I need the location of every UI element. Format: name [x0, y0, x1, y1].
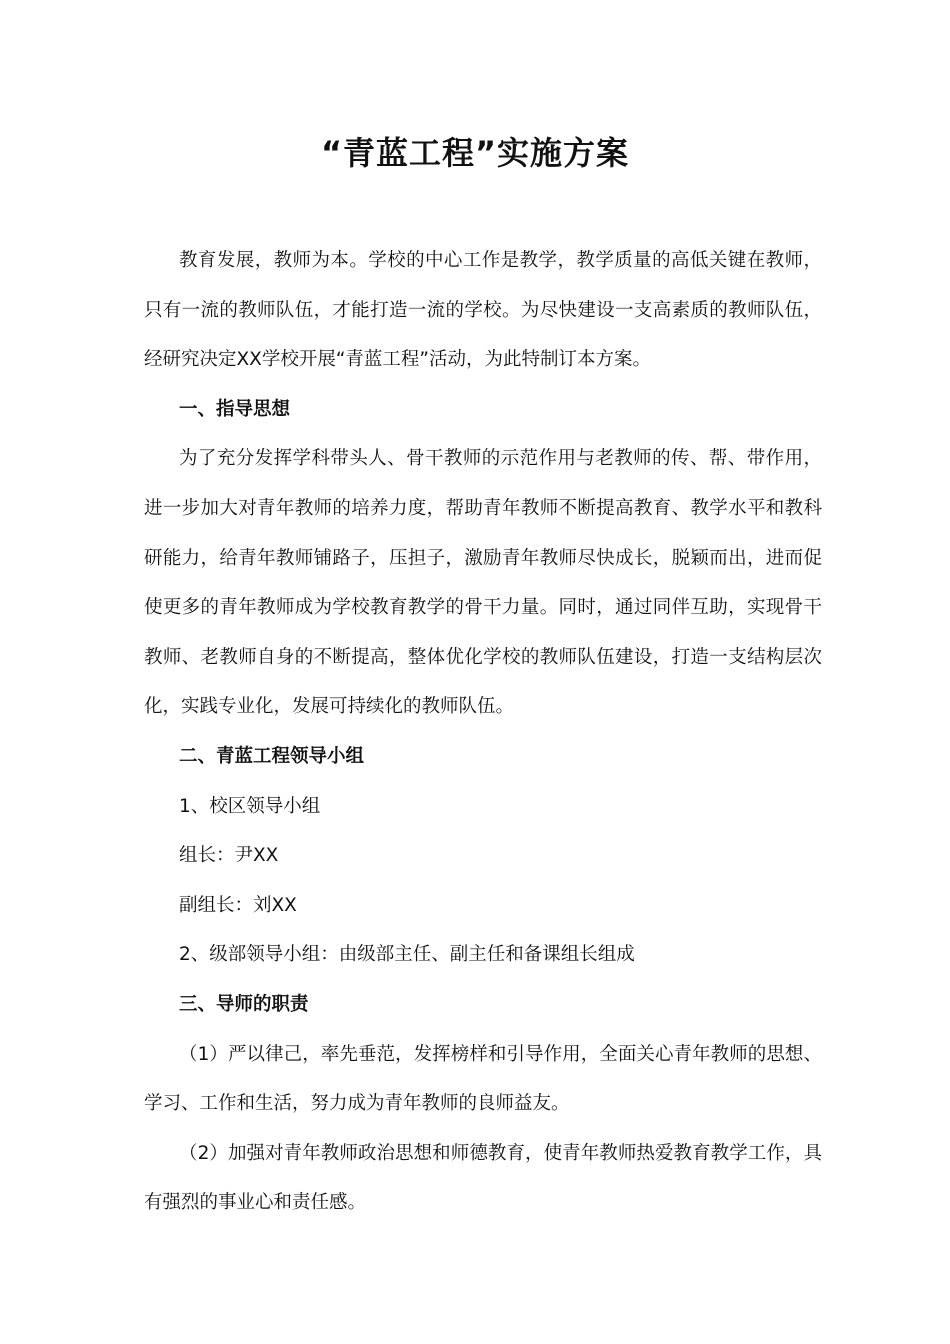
mentor-duty-item: （2）加强对青年教师政治思想和师德教育，使青年教师热爱教育教学工作，具有强烈的事业心和责任感。 [144, 1142, 822, 1214]
document-title: “青蓝工程”实施方案 [320, 134, 630, 172]
guiding-ideology-paragraph: 为了充分发挥学科带头人、骨干教师的示范作用与老教师的传、帮、带作用，进一步加大对青年教师的培养力度，帮助青年教师不断提高教育、教学水平和教科研能力，给青年教师铺路子，压担子，激励青年教师尽快成长，脱颖而出，进而促使更多的青年教师成为学校教育教学的骨干力量。同时，通过同伴互助，实现骨干教师、老教师自身的不断提高，整体优化学校的教师队伍建设，打造一支结构层次化，实践专业化，发展可持续化的教师队伍。 [144, 448, 822, 718]
intro-paragraph: 教育发展，教师为本。学校的中心工作是教学，教学质量的高低关键在教师，只有一流的教师队伍，才能打造一流的学校。为尽快建设一支高素质的教师队伍，经研究决定XX学校开展“青蓝工程”活动，为此特制订本方案。 [144, 250, 822, 371]
leadership-item-leader: 组长：尹XX [179, 845, 279, 867]
leadership-item-deputy-leader: 副组长：刘XX [179, 894, 297, 916]
mentor-duty-item: （1）严以律己，率先垂范，发挥榜样和引导作用，全面关心青年教师的思想、学习、工作和生活，努力成为青年教师的良师益友。 [144, 1043, 822, 1115]
section-heading-leadership-group: 二、青蓝工程领导小组 [179, 745, 365, 767]
leadership-item-grade-group: 2、级部领导小组：由级部主任、副主任和备课组长组成 [179, 944, 635, 966]
leadership-item-campus-group: 1、校区领导小组 [179, 795, 321, 817]
section-heading-guiding-ideology: 一、指导思想 [179, 398, 291, 420]
section-heading-mentor-duties: 三、导师的职责 [179, 993, 309, 1015]
